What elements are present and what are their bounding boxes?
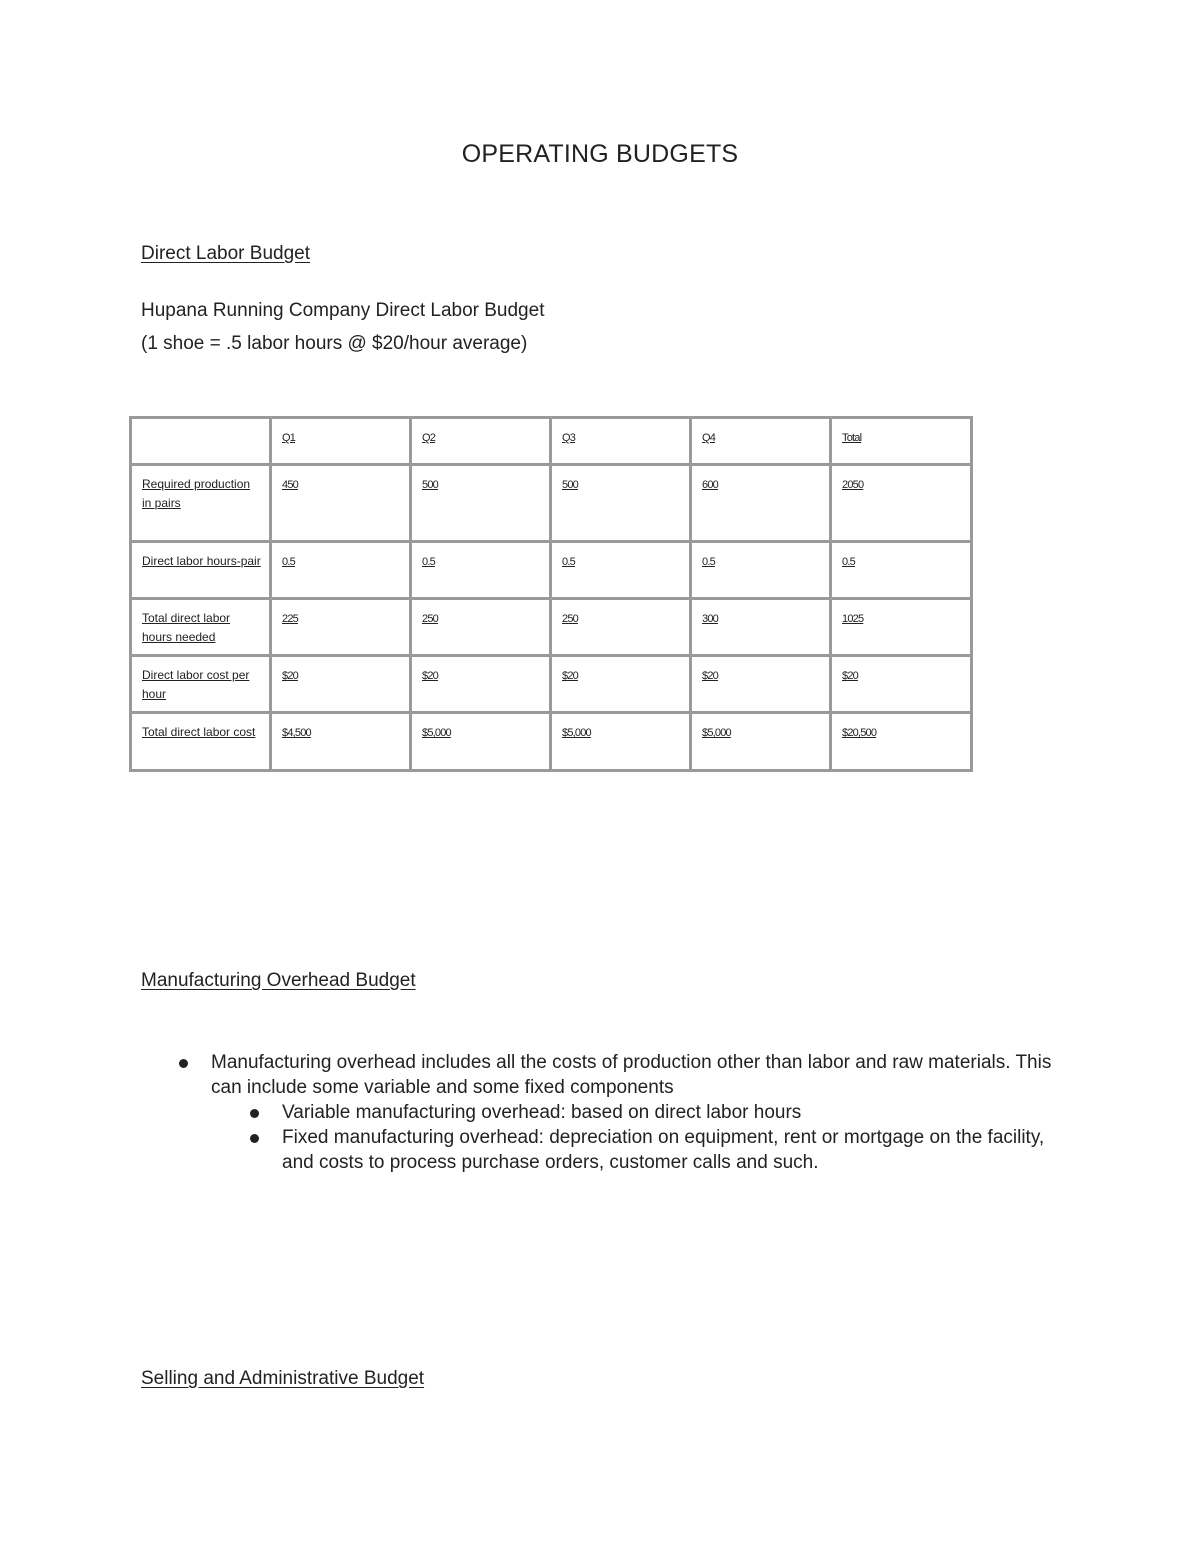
table-cell: 450 — [271, 465, 411, 542]
table-cell: 0.5 — [411, 542, 551, 599]
table-row — [131, 713, 972, 771]
table-cell: $20 — [411, 656, 551, 713]
table-cell: 0.5 — [271, 542, 411, 599]
list-item: Manufacturing overhead includes all the costs of production other than labor and raw materials. This can include some variable and some fixed components Variable manufacturing overhead: based on direct labor hours Fixed manufacturing overhead: depreciation on equipment, rent or mortgage on the facility, and costs to process purchase orders, customer calls and such. — [141, 1050, 1061, 1175]
table-row — [131, 599, 972, 656]
table-cell: 0.5 — [551, 542, 691, 599]
overhead-sub-list — [211, 1100, 1061, 1175]
table-header-cell: Q4 — [691, 418, 831, 465]
row-label: Direct labor hours-pair — [131, 542, 271, 599]
table-cell: 500 — [551, 465, 691, 542]
table-cell: 225 — [271, 599, 411, 656]
direct-labor-table — [129, 416, 973, 772]
table-cell: 600 — [691, 465, 831, 542]
bullet-icon — [179, 1059, 188, 1068]
direct-labor-heading: Direct Labor Budget — [141, 243, 310, 264]
row-label: Total direct labor cost — [131, 713, 271, 771]
table-cell: $5,000 — [551, 713, 691, 771]
table-row — [131, 656, 972, 713]
table-cell: $4,500 — [271, 713, 411, 771]
table-cell: 0.5 — [831, 542, 972, 599]
list-item: Fixed manufacturing overhead: depreciation on equipment, rent or mortgage on the facility, and costs to process purchase orders, customer calls and such. — [141, 1125, 1061, 1175]
table-header-cell: Q2 — [411, 418, 551, 465]
table-cell: 500 — [411, 465, 551, 542]
table-cell: 0.5 — [691, 542, 831, 599]
table-cell: 2050 — [831, 465, 972, 542]
table-cell: $20 — [831, 656, 972, 713]
list-item: Variable manufacturing overhead: based on direct labor hours — [141, 1100, 1061, 1125]
table-cell: $20 — [551, 656, 691, 713]
table-cell: $5,000 — [411, 713, 551, 771]
table-header-cell — [131, 418, 271, 465]
table-cell: 1025 — [831, 599, 972, 656]
table-header-cell: Q1 — [271, 418, 411, 465]
table-header-row — [131, 418, 972, 465]
row-label: Direct labor cost per hour — [131, 656, 271, 713]
company-line: Hupana Running Company Direct Labor Budget — [141, 300, 545, 321]
selling-admin-heading: Selling and Administrative Budget — [141, 1368, 425, 1389]
table-cell: $20 — [271, 656, 411, 713]
table-cell: $20 — [691, 656, 831, 713]
table-header-cell: Q3 — [551, 418, 691, 465]
assumption-line: (1 shoe = .5 labor hours @ $20/hour average) — [141, 333, 528, 354]
table-row — [131, 465, 972, 542]
page-title: OPERATING BUDGETS — [461, 140, 739, 168]
overhead-heading: Manufacturing Overhead Budget — [141, 970, 416, 991]
table-row — [131, 542, 972, 599]
row-label: Required production in pairs — [131, 465, 271, 542]
bullet-icon — [250, 1109, 259, 1118]
table-cell: 250 — [551, 599, 691, 656]
table-header-cell: Total — [831, 418, 972, 465]
table-cell: 300 — [691, 599, 831, 656]
overhead-bullet-list — [141, 1050, 1061, 1175]
table-cell: 250 — [411, 599, 551, 656]
row-label: Total direct labor hours needed — [131, 599, 271, 656]
table-cell: $20,500 — [831, 713, 972, 771]
table-cell: $5,000 — [691, 713, 831, 771]
bullet-icon — [250, 1134, 259, 1143]
